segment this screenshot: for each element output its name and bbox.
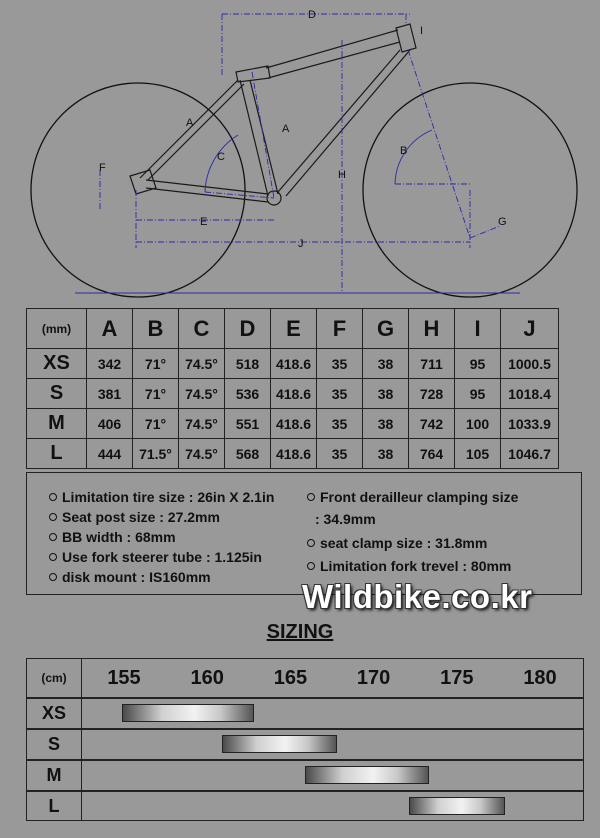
col-g: G xyxy=(363,309,409,349)
cell: 74.5° xyxy=(179,349,225,379)
cell: 444 xyxy=(87,439,133,469)
col-f: F xyxy=(317,309,363,349)
sizing-row-l xyxy=(26,791,584,821)
col-a: A xyxy=(87,309,133,349)
dim-label-j: J xyxy=(298,238,304,250)
height-range-bar xyxy=(409,797,506,815)
cell: 418.6 xyxy=(271,349,317,379)
cell: 536 xyxy=(225,379,271,409)
cell: 38 xyxy=(363,409,409,439)
cell: 38 xyxy=(363,349,409,379)
height-range-bar xyxy=(305,766,428,784)
tick-label: 160 xyxy=(190,666,224,689)
col-d: D xyxy=(225,309,271,349)
dim-label-d: D xyxy=(308,9,316,21)
bullet-icon xyxy=(307,539,315,547)
spec-note: Limitation fork trevel : 80mm xyxy=(307,555,518,577)
cell: 100 xyxy=(455,409,501,439)
cell: 35 xyxy=(317,409,363,439)
bullet-icon xyxy=(307,493,315,501)
dim-label-c: C xyxy=(217,151,225,163)
cell: 418.6 xyxy=(271,439,317,469)
spec-note-continued: : 34.9mm xyxy=(315,511,376,527)
sizing-size-label: XS xyxy=(27,699,82,728)
bullet-icon xyxy=(49,513,57,521)
height-range-bar xyxy=(122,704,253,722)
sizing-size-label: S xyxy=(27,730,82,759)
cell: 95 xyxy=(455,379,501,409)
unit-label: (mm) xyxy=(27,309,87,349)
col-b: B xyxy=(133,309,179,349)
col-j: J xyxy=(501,309,559,349)
frame-tubes xyxy=(130,24,416,205)
dim-label-i: I xyxy=(420,25,424,37)
bullet-icon xyxy=(49,493,57,501)
spec-note: Limitation tire size : 26in X 2.1in xyxy=(49,487,274,507)
cell: 35 xyxy=(317,439,363,469)
cell: 406 xyxy=(87,409,133,439)
table-row xyxy=(27,349,559,379)
dim-label-a-top: A xyxy=(186,117,194,129)
dim-label-g: G xyxy=(498,216,507,228)
spec-notes-right xyxy=(307,487,518,577)
sizing-row-xs xyxy=(26,698,584,729)
table-row xyxy=(27,379,559,409)
table-row xyxy=(27,409,559,439)
height-range-bar xyxy=(222,735,337,753)
sizing-title: SIZING xyxy=(266,621,334,643)
cell: 74.5° xyxy=(179,409,225,439)
size-l: L xyxy=(27,439,87,469)
dimension-lines xyxy=(100,14,500,293)
cell: 71.5° xyxy=(133,439,179,469)
cell: 38 xyxy=(363,439,409,469)
tick-label: 175 xyxy=(440,666,474,689)
cell: 1000.5 xyxy=(501,349,559,379)
cell: 342 xyxy=(87,349,133,379)
geometry-table xyxy=(26,308,559,469)
cell: 764 xyxy=(409,439,455,469)
tick-label: 155 xyxy=(107,666,141,689)
cell: 71° xyxy=(133,379,179,409)
frame-geometry-diagram xyxy=(0,0,600,300)
cell: 518 xyxy=(225,349,271,379)
watermark: Wildbike.co.kr xyxy=(302,578,533,615)
tick-label: 180 xyxy=(523,666,557,689)
angle-arc-b xyxy=(395,130,432,184)
size-xs: XS xyxy=(27,349,87,379)
col-c: C xyxy=(179,309,225,349)
spec-note: seat clamp size : 31.8mm xyxy=(307,531,518,555)
spec-note: Front derailleur clamping size xyxy=(307,487,518,507)
cell: 74.5° xyxy=(179,439,225,469)
spec-note: Seat post size : 27.2mm xyxy=(49,507,274,527)
cell: 418.6 xyxy=(271,379,317,409)
bullet-icon xyxy=(307,562,315,570)
dim-label-h: H xyxy=(338,169,346,181)
spec-note: BB width : 68mm xyxy=(49,527,274,547)
bullet-icon xyxy=(49,553,57,561)
cell: 71° xyxy=(133,409,179,439)
sizing-row-s xyxy=(26,729,584,760)
cell: 711 xyxy=(409,349,455,379)
sizing-chart xyxy=(26,658,584,820)
spec-note: Use fork steerer tube : 1.125in xyxy=(49,547,274,567)
dim-label-e: E xyxy=(200,216,208,228)
cell: 35 xyxy=(317,379,363,409)
cell: 95 xyxy=(455,349,501,379)
cell: 1018.4 xyxy=(501,379,559,409)
cell: 728 xyxy=(409,379,455,409)
size-m: M xyxy=(27,409,87,439)
sizing-row-m xyxy=(26,760,584,791)
geometry-header-row xyxy=(27,309,559,349)
cell: 105 xyxy=(455,439,501,469)
table-row xyxy=(27,439,559,469)
cell: 568 xyxy=(225,439,271,469)
cell: 71° xyxy=(133,349,179,379)
size-s: S xyxy=(27,379,87,409)
cell: 74.5° xyxy=(179,379,225,409)
sizing-unit-label: (cm) xyxy=(27,659,82,697)
tick-label: 170 xyxy=(356,666,391,689)
cell: 35 xyxy=(317,349,363,379)
cell: 381 xyxy=(87,379,133,409)
cell: 551 xyxy=(225,409,271,439)
bullet-icon xyxy=(49,573,57,581)
col-i: I xyxy=(455,309,501,349)
sizing-header-row xyxy=(26,658,584,698)
dim-label-b: B xyxy=(400,145,408,157)
cell: 1033.9 xyxy=(501,409,559,439)
sizing-size-label: M xyxy=(27,761,82,790)
cell: 38 xyxy=(363,379,409,409)
bullet-icon xyxy=(49,533,57,541)
angle-arc-c xyxy=(205,135,238,192)
cell: 418.6 xyxy=(271,409,317,439)
cell: 1046.7 xyxy=(501,439,559,469)
spec-note: disk mount : IS160mm xyxy=(49,567,274,587)
sizing-size-label: L xyxy=(27,792,82,820)
spec-notes-left xyxy=(49,487,274,587)
col-h: H xyxy=(409,309,455,349)
spec-notes-box xyxy=(26,472,582,595)
tick-label: 165 xyxy=(273,666,308,689)
dim-label-f: F xyxy=(99,162,106,174)
cell: 742 xyxy=(409,409,455,439)
dimension-letters xyxy=(99,9,507,250)
dim-label-a-mid: A xyxy=(282,123,290,135)
col-e: E xyxy=(271,309,317,349)
